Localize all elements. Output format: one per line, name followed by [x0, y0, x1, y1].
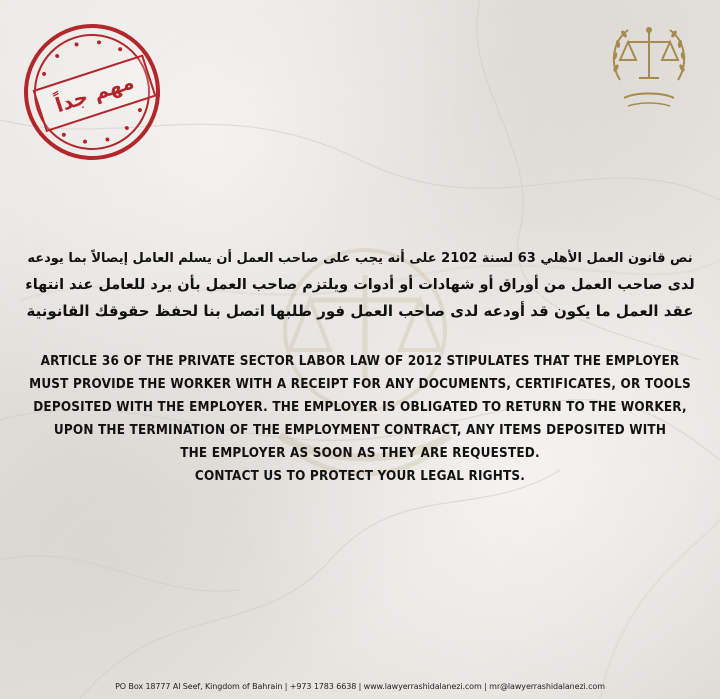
arabic-line: لدى صاحب العمل من أوراق أو شهادات أو أدوات ويلتزم صاحب العمل بأن يرد للعامل عند انتهاء [25, 277, 695, 293]
english-line: THE EMPLOYER AS SOON AS THEY ARE REQUESTED. [180, 446, 540, 461]
contact-footer: PO Box 18777 Al Seef, Kingdom of Bahrain | +973 1783 6638 | www.lawyerrashidalanezi.com | mr@lawyerrashidalanezi.com [115, 682, 605, 691]
english-line: CONTACT US TO PROTECT YOUR LEGAL RIGHTS. [194, 469, 526, 484]
english-article-text [26, 350, 694, 488]
very-important-stamp [4, 4, 180, 180]
english-line: DEPOSITED WITH THE EMPLOYER. THE EMPLOYER IS OBLIGATED TO RETURN TO THE WORKER, [33, 400, 687, 415]
english-line: UPON THE TERMINATION OF THE EMPLOYMENT CONTRACT, ANY ITEMS DEPOSITED WITH [53, 423, 667, 438]
english-line: MUST PROVIDE THE WORKER WITH A RECEIPT FOR ANY DOCUMENTS, CERTIFICATES, OR TOOLS [29, 377, 691, 392]
stamp-label: مهم جداً [33, 54, 157, 132]
arabic-article-text [22, 246, 698, 324]
scales-of-justice-icon [606, 20, 692, 116]
arabic-line: نص قانون العمل الأهلي 63 لسنة 2102 على أنه يجب على صاحب العمل أن يسلم العامل إيصالاً بما يودعه [27, 251, 693, 266]
english-line: ARTICLE 36 OF THE PRIVATE SECTOR LABOR LAW OF 2012 STIPULATES THAT THE EMPLOYER [40, 354, 680, 369]
arabic-line: عقد العمل ما يكون قد أودعه لدى صاحب العمل فور طلبها اتصل بنا لحفظ حقوقك القانونية [26, 302, 694, 320]
firm-logo [606, 20, 692, 116]
